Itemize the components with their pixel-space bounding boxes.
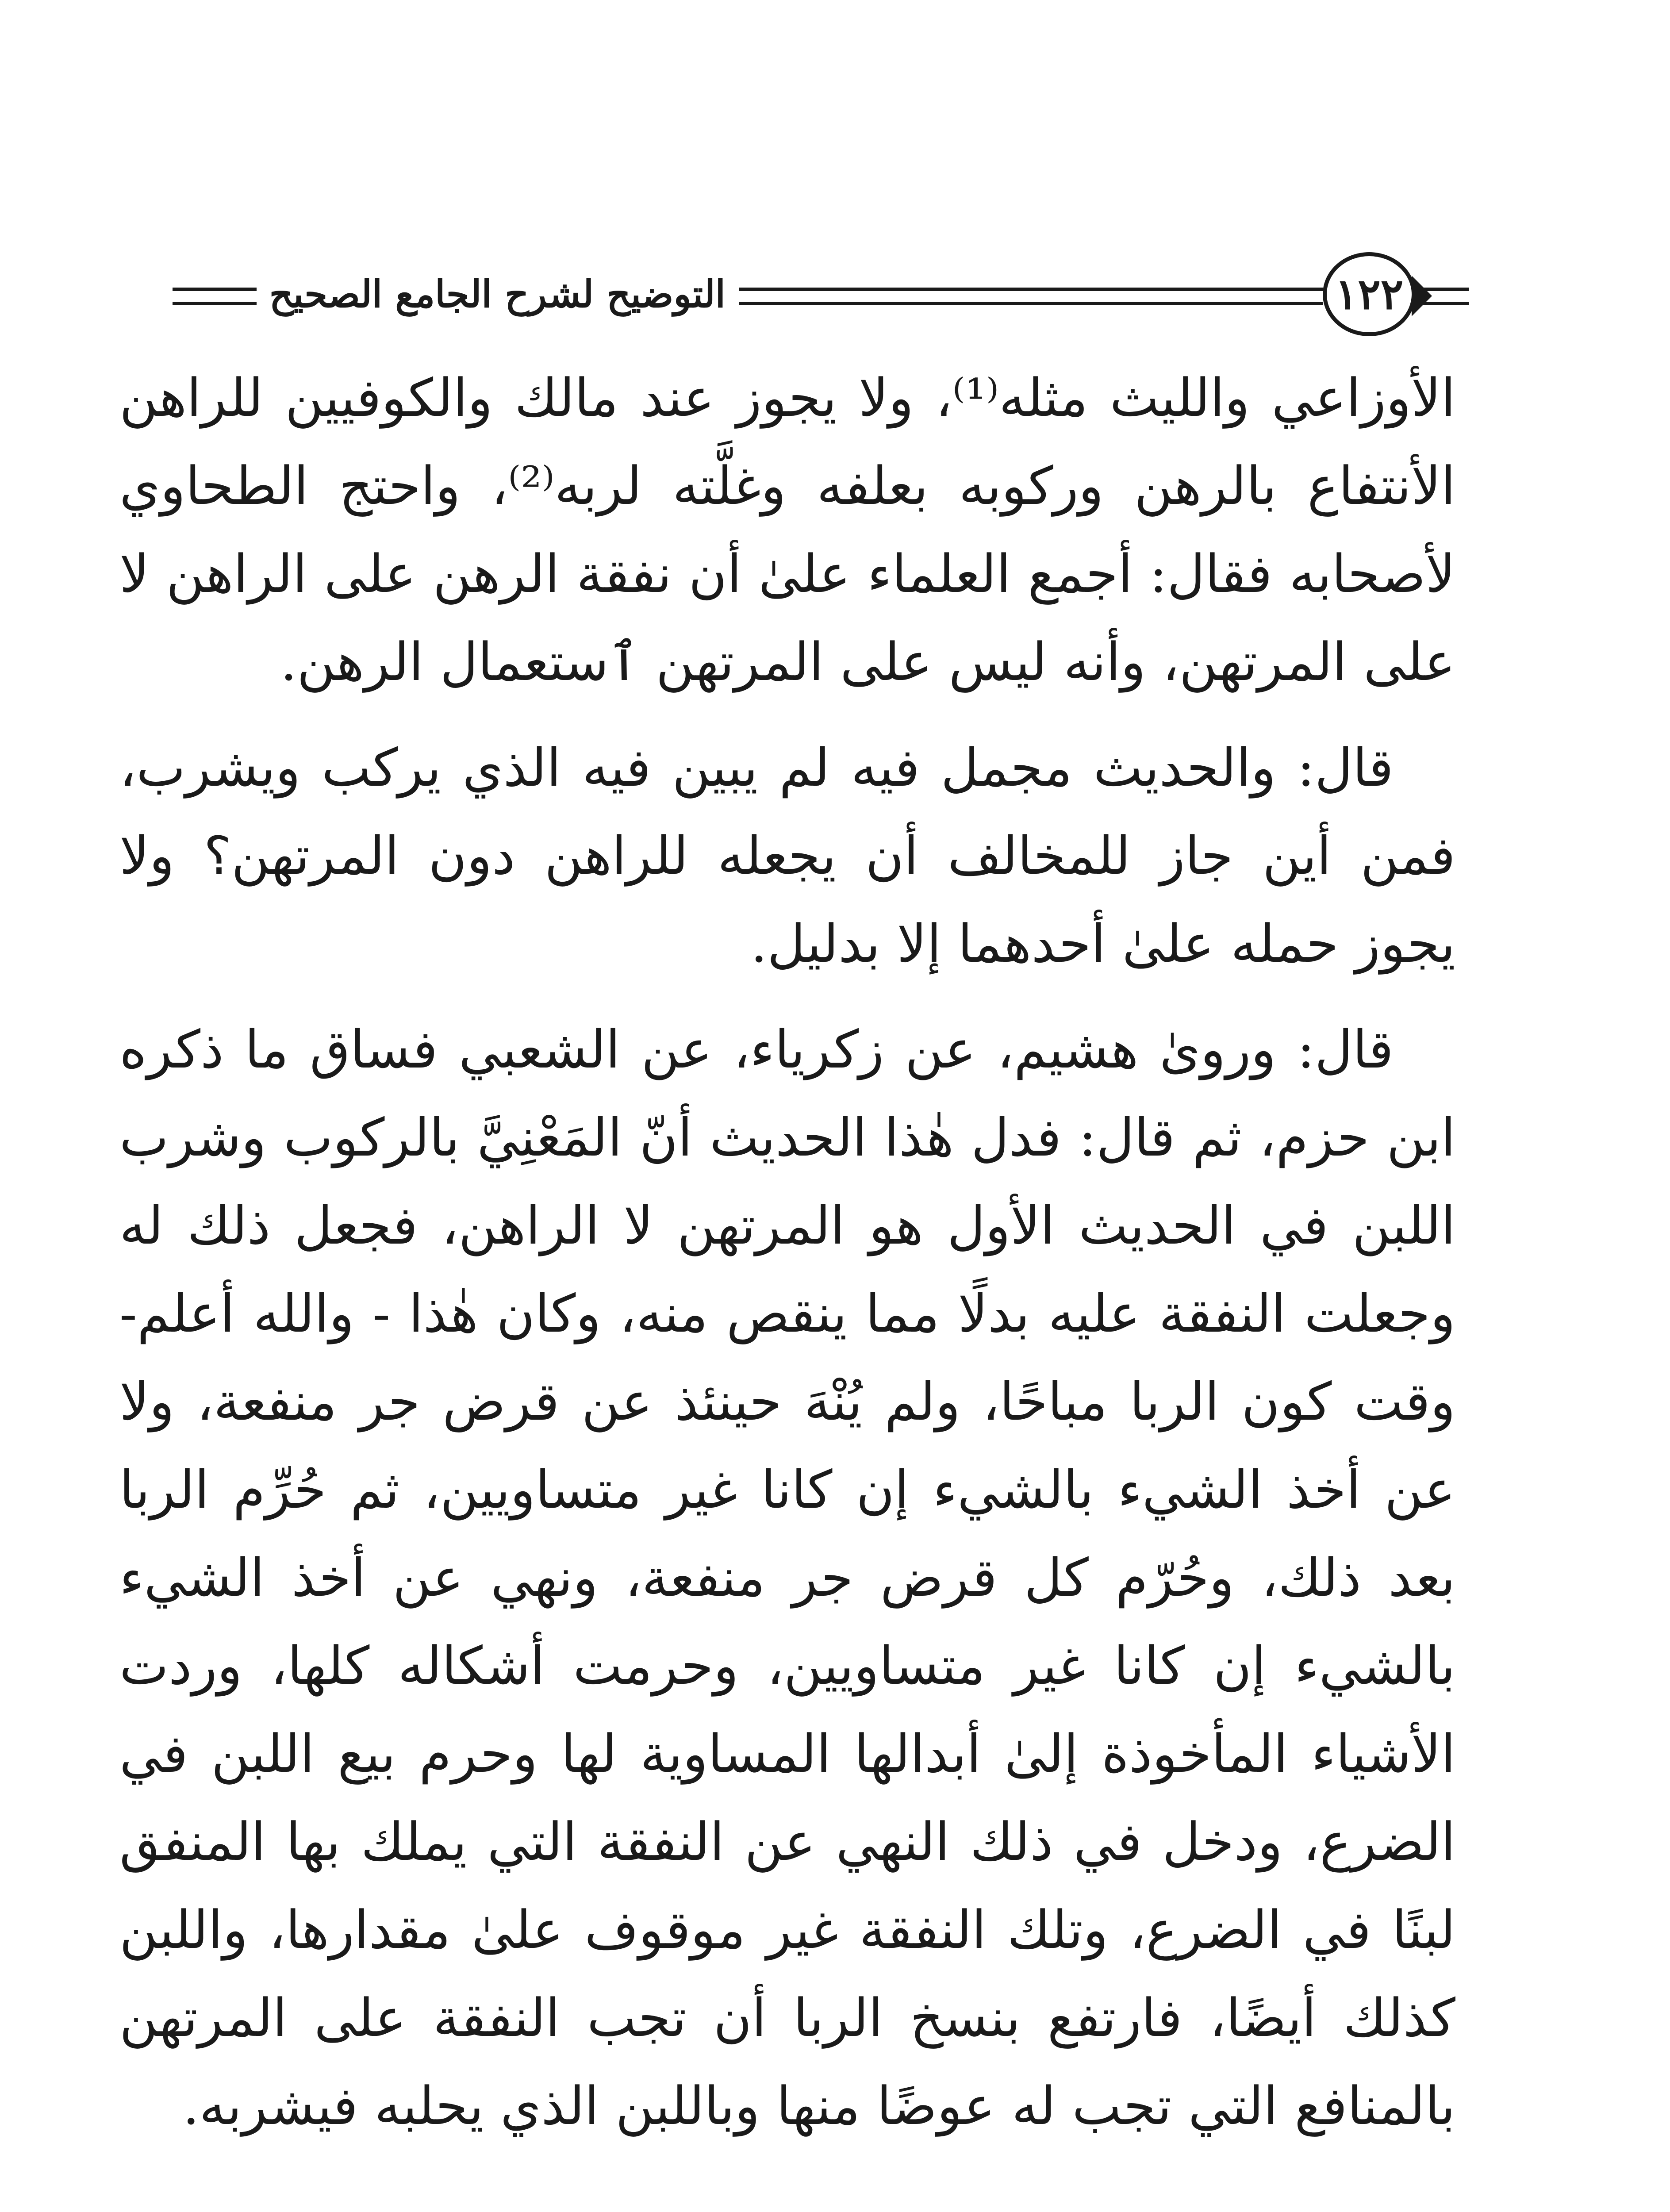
header-rule: [739, 288, 1323, 291]
header-rule: [1416, 288, 1469, 291]
header-rule: [1416, 302, 1469, 305]
header-title: التوضيح لشرح الجامع الصحيح: [269, 272, 726, 316]
running-header: [173, 248, 1469, 345]
page-number-badge: [1323, 252, 1416, 336]
header-rule: [173, 288, 257, 291]
page-number: ١٢٢: [1335, 269, 1404, 319]
paragraph: قال: ورویٰ هشيم، عن زكرياء، عن الشعبي فساق ما ذكره ابن حزم، ثم قال: فدل هٰذا الحديث أنّ المَعْنِيَّ بالركوب وشرب اللبن في الحديث الأول هو المرتهن لا الراهن، فجعل ذلك له وجعلت النفقة عليه بدلًا مما ينقص منه، وكان هٰذا - والله أعلم- وقت كون الربا مباحًا، ولم يُنْهَ حينئذ عن قرض جر منفعة، ولا عن أخذ الشيء بالشيء إن كانا غير متساويين، ثم حُرِّم الربا بعد ذلك، وحُرّم كل قرض جر منفعة، ونهي عن أخذ الشيء بالشيء إن كانا غير متساويين، وحرمت أشكاله كلها، وردت الأشياء المأخوذة إلىٰ أبدالها المساوية لها وحرم بيع اللبن في الضرع، ودخل في ذلك النهي عن النفقة التي يملك بها المنفق لبنًا في الضرع، وتلك النفقة غير موقوف علىٰ مقدارها، واللبن كذلك أيضًا، فارتفع بنسخ الربا أن تجب النفقة على المرتهن بالمنافع التي تجب له عوضًا منها وباللبن الذي يحلبه فيشربه.: [119, 1019, 1455, 2136]
header-rule: [173, 302, 257, 305]
main-text: [119, 354, 1455, 2150]
header-rule: [739, 302, 1323, 305]
paragraph: قال: والحديث مجمل فيه لم يبين فيه الذي يركب ويشرب، فمن أين جاز للمخالف أن يجعله للراهن دون المرتهن؟ ولا يجوز حمله علىٰ أحدهما إلا بدليل.: [119, 737, 1455, 974]
paragraph: الأوزاعي والليث مثله⁽¹⁾، ولا يجوز عند مالك والكوفيين للراهن الأنتفاع بالرهن وركوبه بعلفه وغلَّته لربه⁽²⁾، واحتج الطحاوي لأصحابه فقال: أجمع العلماء علىٰ أن نفقة الرهن على الراهن لا على المرتهن، وأنه ليس على المرتهن ٱستعمال الرهن.: [119, 367, 1455, 692]
